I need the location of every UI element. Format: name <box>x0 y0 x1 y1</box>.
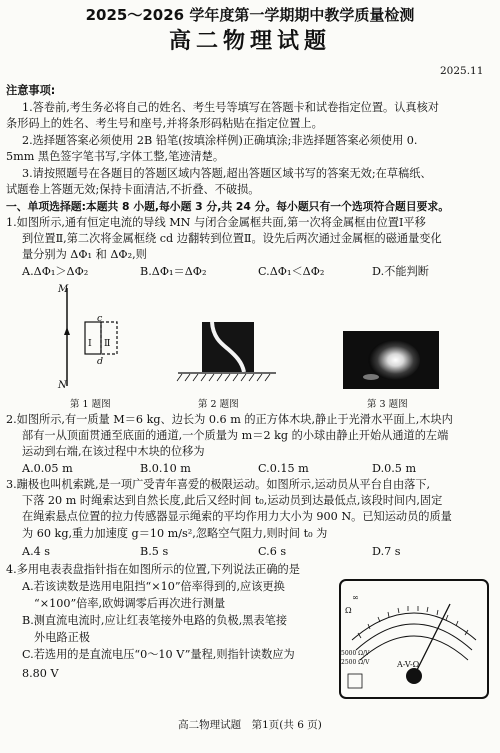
q1-option-a: A.ΔΦ₁＞ΔΦ₂ <box>22 265 89 278</box>
q2-line-1: 2.如图所示,有一质量 M＝6 kg、边长为 0.6 m 的正方体木块,静止于光滑水平面上,木块内 <box>6 413 453 426</box>
note-3-line-1: 3.请按照题号在各题目的答题区域内答题,超出答题区域书写的答案无效;在草稿纸、 <box>22 167 432 180</box>
label-c: c <box>97 313 103 324</box>
q3-line-3: 在绳索悬点位置的拉力传感器显示绳索的平均作用力大小为 900 N。已知运动员的质量 <box>22 510 452 523</box>
q4-option-b-line-1: B.测直流电流时,应让红表笔接外电路的负极,黑表笔接 <box>22 614 288 627</box>
q2-option-a: A.0.05 m <box>22 462 73 475</box>
label-position-2: Ⅱ <box>104 338 111 349</box>
figure-2-caption: 第 2 题图 <box>198 399 239 410</box>
q1-line-3: 量分别为 ΔΦ₁ 和 ΔΦ₂,则 <box>22 248 147 261</box>
note-3-line-2: 试题卷上答题无效;保持卡面清洁,不折叠、不破损。 <box>6 183 260 196</box>
note-1-line-1: 1.答卷前,考生务必将自己的姓名、考生号等填写在答题卡和试卷指定位置。认真核对 <box>22 101 439 114</box>
label-m: M <box>58 284 69 295</box>
figure-1-caption: 第 1 题图 <box>70 399 111 410</box>
note-2-line-2: 5mm 黑色签字笔书写,字体工整,笔迹清楚。 <box>6 150 225 163</box>
q4-option-a-line-2: “×100”倍率,欧姆调零后再次进行测量 <box>34 597 226 610</box>
q4-option-c-line-2: 8.80 V <box>22 667 59 680</box>
q3-option-a: A.4 s <box>22 545 51 558</box>
meter-rating-1: 5000 Ω/V <box>341 650 370 657</box>
figure-1-wire-frame <box>55 282 140 392</box>
meter-label: A-V-Ω <box>397 660 420 669</box>
subject-title: 高二物理试题 <box>168 28 331 54</box>
q1-line-1: 1.如图所示,通有恒定电流的导线 MN 与闭合金属框共面,第一次将金属框由位置Ⅰ平移 <box>6 216 426 229</box>
label-position-1: Ⅰ <box>88 338 92 349</box>
q4-option-a-line-1: A.若该读数是选用电阻挡“×10”倍率得到的,应该更换 <box>22 580 285 593</box>
q2-option-b: B.0.10 m <box>140 462 191 475</box>
q2-line-2: 部有一从顶面贯通至底面的通道,一个质量为 m＝2 kg 的小球由静止开始从通道的左端 <box>22 429 449 442</box>
exam-date: 2025.11 <box>440 65 484 77</box>
q3-line-1: 3.蹦极也叫机索跳,是一项广受青年喜爱的极限运动。如图所示,运动员从平台自由落下, <box>6 478 431 491</box>
q4-option-c-line-1: C.若选用的是直流电压“0～10 V”量程,则指针读数应为 <box>22 648 295 661</box>
q3-line-2: 下落 20 m 时绳索达到自然长度,此后又经时间 t₀,运动员到达最低点,该段时间内,固定 <box>22 494 443 507</box>
q2-line-3: 运动到右端,在该过程中木块的位移为 <box>22 445 205 458</box>
q1-option-b: B.ΔΦ₁＝ΔΦ₂ <box>140 265 207 278</box>
q3-option-b: B.5 s <box>140 545 169 558</box>
page-footer: 高二物理试题 第1页(共 6 页) <box>178 719 322 731</box>
label-d: d <box>97 356 104 367</box>
label-n: N <box>58 380 67 391</box>
q2-option-c: C.0.15 m <box>258 462 309 475</box>
notes-heading: 注意事项: <box>6 84 56 97</box>
meter-rating-2: 2500 Ω/V <box>341 659 370 666</box>
figure-3-caption: 第 3 题图 <box>367 399 408 410</box>
meter-ohm-mark: Ω <box>345 606 352 615</box>
exam-title: 2025～2026 学年度第一学期期中教学质量检测 <box>85 6 415 24</box>
note-1-line-2: 条形码上的姓名、考生号和座号,并将条形码粘贴在指定位置上。 <box>6 117 323 130</box>
figure-2-cube-channel <box>172 318 282 393</box>
q4-option-b-line-2: 外电路正极 <box>34 631 90 644</box>
q1-line-2: 到位置Ⅱ,第二次将金属框绕 cd 边翻转到位置Ⅱ。设先后两次通过金属框的磁通量变化 <box>22 232 442 245</box>
q3-option-d: D.7 s <box>372 545 401 558</box>
figure-3-bungee-photo <box>343 331 439 389</box>
q3-line-4: 为 60 kg,重力加速度 g＝10 m/s²,忽略空气阻力,则时间 t₀ 为 <box>22 527 328 540</box>
q2-option-d: D.0.5 m <box>372 462 417 475</box>
q1-option-d: D.不能判断 <box>372 265 429 278</box>
multimeter-dial <box>338 578 490 700</box>
q3-option-c: C.6 s <box>258 545 287 558</box>
meter-infinity-mark: ∞ <box>352 593 359 602</box>
q1-option-c: C.ΔΦ₁＜ΔΦ₂ <box>258 265 325 278</box>
q4-line-1: 4.多用电表表盘指针指在如图所示的位置,下列说法正确的是 <box>6 563 300 576</box>
section-heading: 一、单项选择题:本题共 8 小题,每小题 3 分,共 24 分。每小题只有一个选项符合题目要求。 <box>6 200 450 213</box>
note-2-line-1: 2.选择题答案必须使用 2B 铅笔(按填涂样例)正确填涂;非选择题答案必须使用 0. <box>22 134 418 147</box>
